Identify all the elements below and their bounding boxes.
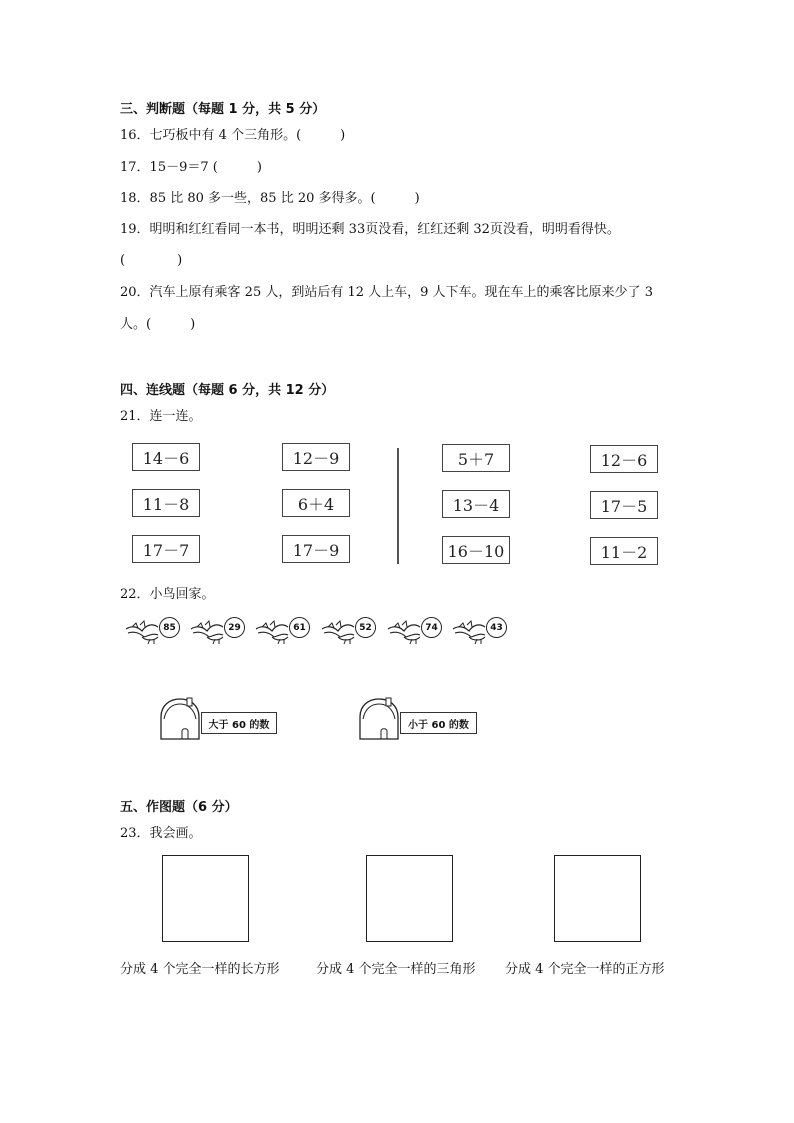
house-icon: [357, 695, 401, 741]
drawing-square[interactable]: [554, 855, 641, 942]
bird[interactable]: [451, 615, 509, 647]
caption-rectangles: 分成 4 个完全一样的长方形: [120, 962, 280, 977]
question-19: 19．明明和红红看同一本书，明明还剩 33页没看，红红还剩 32页没看，明明看得快。: [120, 222, 620, 237]
drawing-square[interactable]: [366, 855, 453, 942]
caption-triangles: 分成 4 个完全一样的三角形: [316, 962, 476, 977]
house-less[interactable]: [357, 695, 487, 745]
question-20: 20．汽车上原有乘客 25 人，到站后有 12 人上车，9 人下车。现在车上的乘客比原来少了 3: [120, 285, 653, 300]
expr-box[interactable]: 5＋7: [442, 444, 510, 472]
question-18: 18．85 比 80 多一些，85 比 20 多得多。( ): [120, 191, 420, 206]
expr-box[interactable]: 12－6: [590, 445, 658, 473]
expr-box[interactable]: 6＋4: [282, 489, 350, 517]
expr-box[interactable]: 11－8: [132, 489, 200, 517]
caption-squares: 分成 4 个完全一样的正方形: [505, 962, 665, 977]
section4-title: 四、连线题（每题 6 分，共 12 分）: [120, 383, 335, 398]
expr-box[interactable]: 17－7: [132, 535, 200, 563]
bird-number: 61: [289, 617, 310, 638]
question-16: 16．七巧板中有 4 个三角形。( ): [120, 128, 346, 143]
question-20-cont: 人。( ): [120, 317, 196, 332]
section3-title: 三、判断题（每题 1 分，共 5 分）: [120, 102, 326, 117]
bird-number: 85: [159, 617, 180, 638]
question-23: 23．我会画。: [120, 826, 202, 841]
section5-title: 五、作图题（6 分）: [120, 800, 238, 815]
bird-number: 52: [355, 617, 376, 638]
bird-number: 43: [486, 617, 507, 638]
expr-box[interactable]: 16－10: [442, 536, 510, 564]
question-17: 17．15－9＝7 ( ): [120, 160, 262, 175]
expr-box[interactable]: 17－9: [282, 535, 350, 563]
bird[interactable]: [254, 615, 312, 647]
divider-line: [397, 448, 399, 564]
bird[interactable]: [320, 615, 378, 647]
bird-number: 74: [421, 617, 442, 638]
question-21: 21．连一连。: [120, 409, 202, 424]
house-label-less: 小于 60 的数: [400, 712, 477, 734]
question-19-blank: ( ): [120, 253, 183, 268]
bird[interactable]: [189, 615, 247, 647]
bird[interactable]: [386, 615, 444, 647]
house-label-greater: 大于 60 的数: [201, 712, 277, 734]
expr-box[interactable]: 17－5: [590, 491, 658, 519]
bird-number: 29: [224, 617, 245, 638]
house-icon: [158, 695, 202, 741]
question-22: 22．小鸟回家。: [120, 587, 215, 602]
expr-box[interactable]: 13－4: [442, 490, 510, 518]
expr-box[interactable]: 12－9: [282, 443, 350, 471]
house-greater[interactable]: [158, 695, 288, 745]
expr-box[interactable]: 14－6: [132, 443, 200, 471]
bird[interactable]: [124, 615, 182, 647]
drawing-square[interactable]: [162, 855, 249, 942]
expr-box[interactable]: 11－2: [590, 537, 658, 565]
